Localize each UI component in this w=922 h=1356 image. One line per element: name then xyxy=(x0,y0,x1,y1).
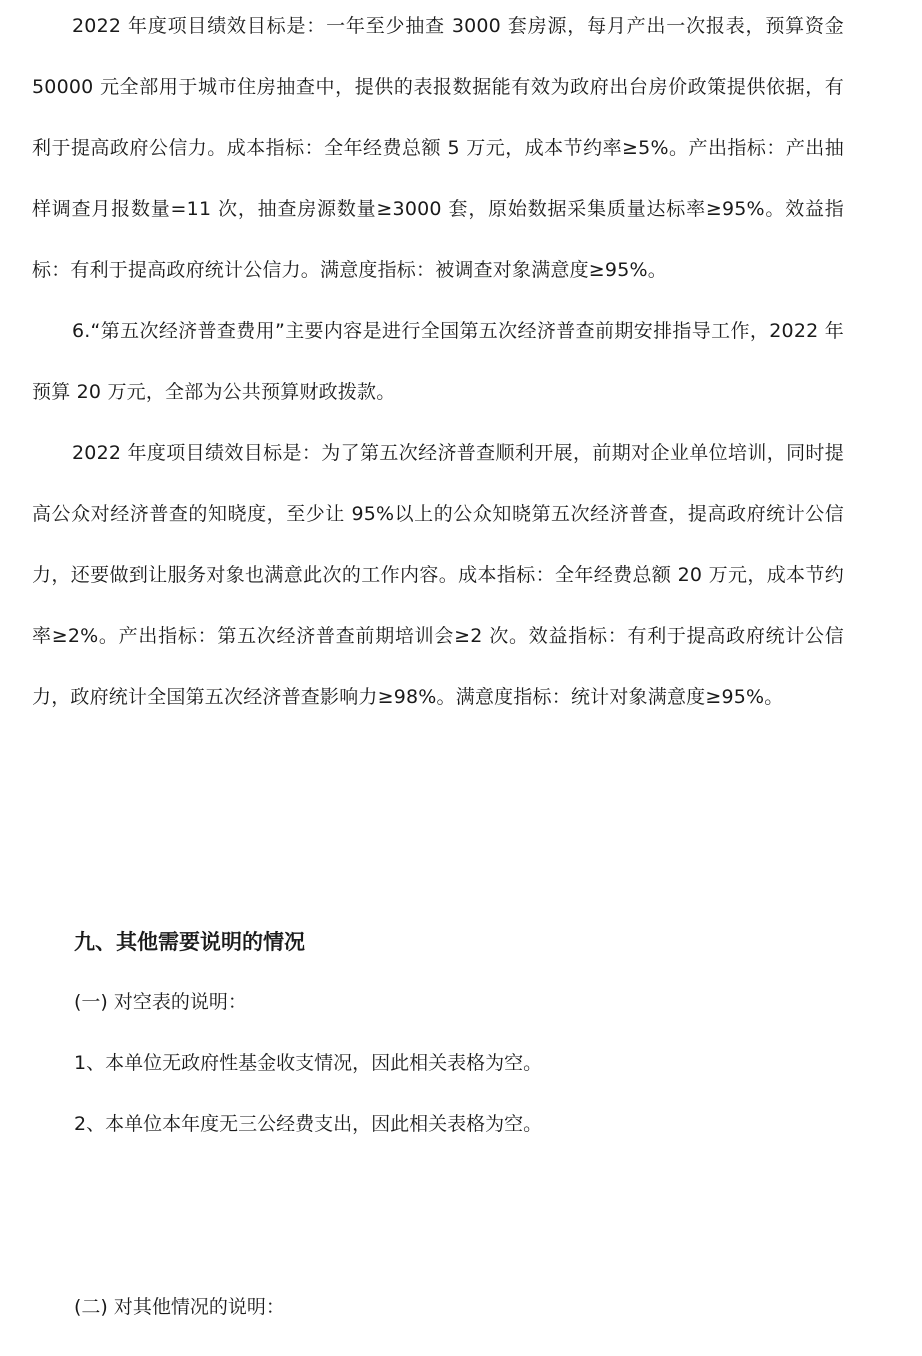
subsection-other-title: (二) 对其他情况的说明： xyxy=(74,1296,285,1318)
paragraph-fifth-census-budget: 6.“第五次经济普查费用”主要内容是进行全国第五次经济普查前期安排指导工作，2022 年预算 20 万元，全部为公共预算财政拨款。 xyxy=(32,320,844,403)
paragraph-fifth-census-goals: 2022 年度项目绩效目标是：为了第五次经济普查顺利开展，前期对企业单位培训，同时提高公众对经济普查的知晓度，至少让 95%以上的公众知晓第五次经济普查，提高政府统计公信力，还要做到让服务对象也满意此次的工作内容。成本指标：全年经费总额 20 万元，成本节约率≥2%。产出指标：第五次经济普查前期培训会≥2 次。效益指标：有利于提高政府统计公信力，政府统计全国第五次经济普查影响力≥98%。满意度指标：统计对象满意度≥95%。 xyxy=(32,442,844,708)
empty-table-item-1: 1、本单位无政府性基金收支情况，因此相关表格为空。 xyxy=(74,1052,543,1074)
subsection-empty-tables-title: (一) 对空表的说明： xyxy=(74,991,247,1013)
paragraph-housing-survey-goals: 2022 年度项目绩效目标是：一年至少抽查 3000 套房源，每月产出一次报表，预算资金 50000 元全部用于城市住房抽查中，提供的表报数据能有效为政府出台房价政策提供依据，有利于提高政府公信力。成本指标：全年经费总额 5 万元，成本节约率≥5%。产出指标：产出抽样调查月报数量=11 次，抽查房源数量≥3000 套，原始数据采集质量达标率≥95%。效益指标：有利于提高政府统计公信力。满意度指标：被调查对象满意度≥95%。 xyxy=(32,15,844,281)
section-title: 九、其他需要说明的情况 xyxy=(74,930,305,954)
empty-table-item-2: 2、本单位本年度无三公经费支出，因此相关表格为空。 xyxy=(74,1113,543,1135)
